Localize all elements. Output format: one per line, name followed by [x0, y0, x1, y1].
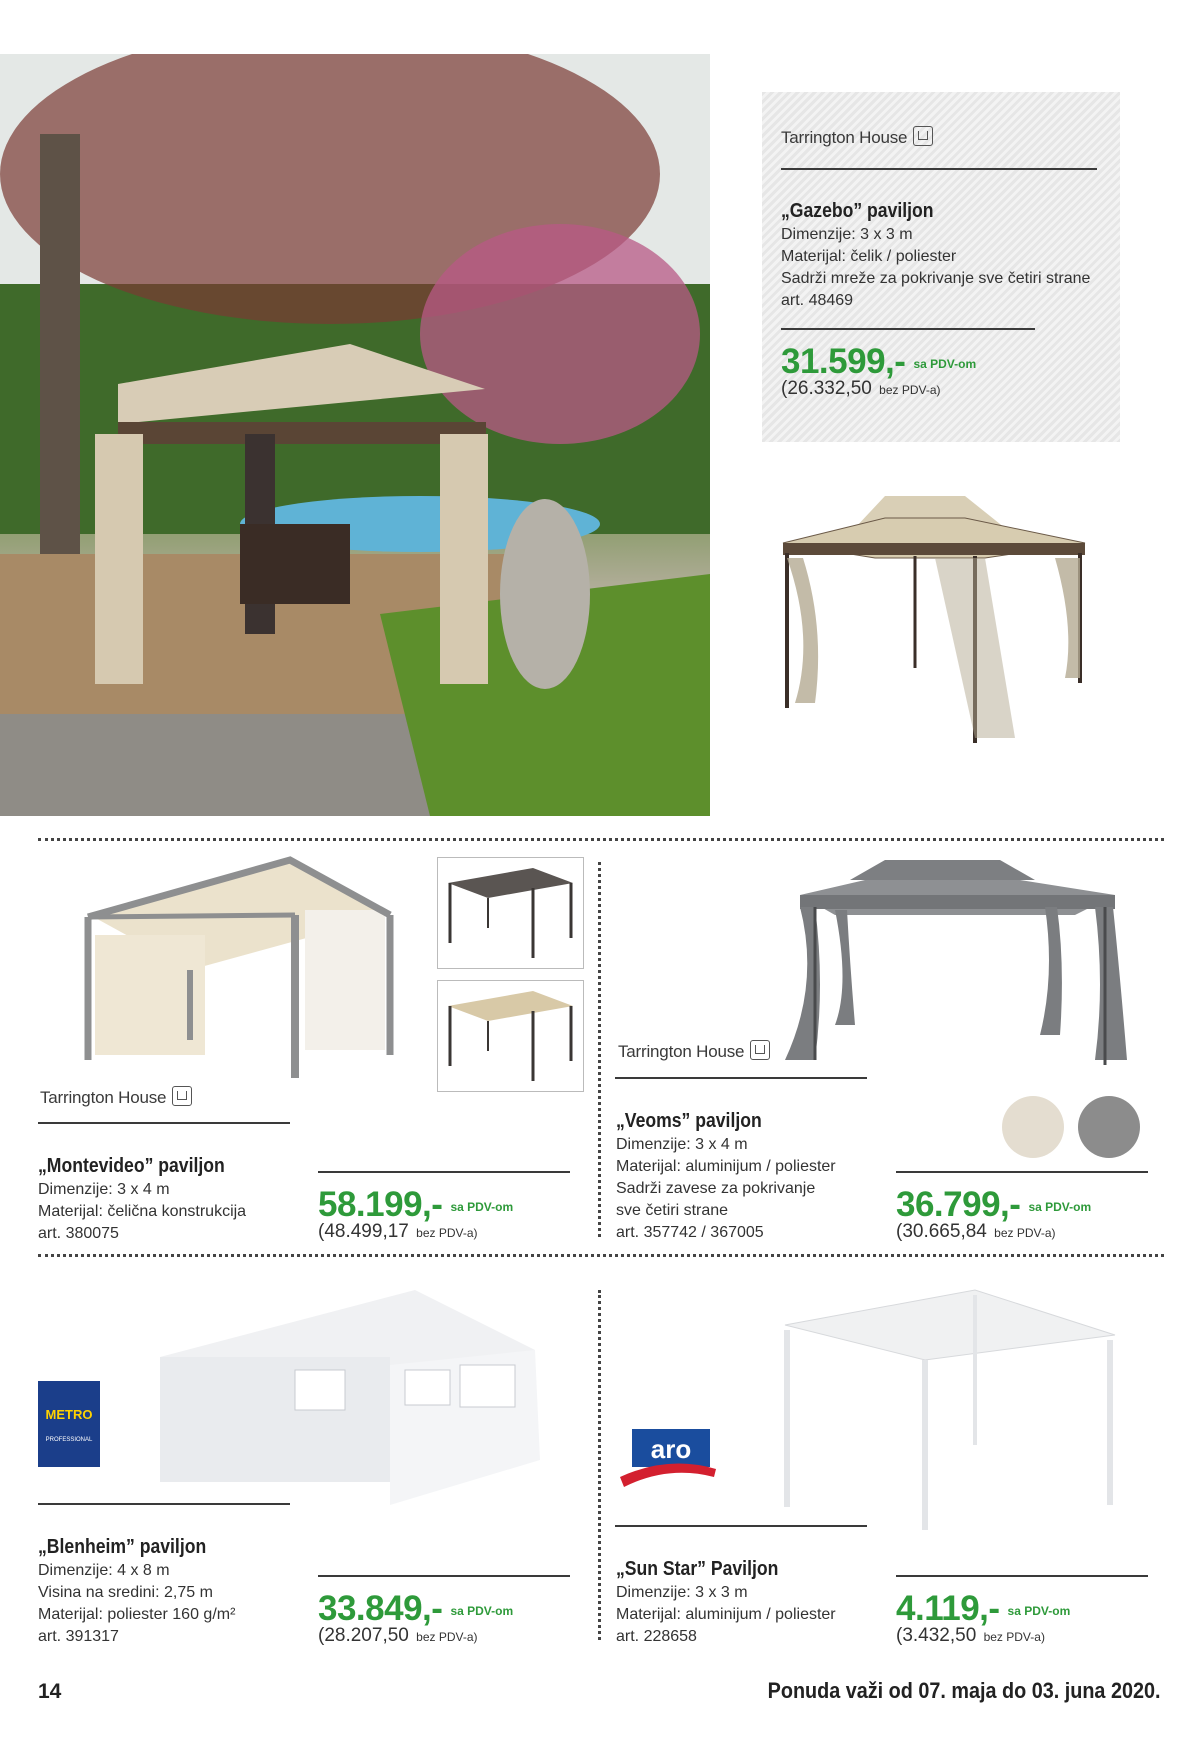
- gazebo-brand-text: Tarrington House: [781, 128, 908, 147]
- blenheim-spec: Materijal: poliester 160 g/m²: [38, 1606, 236, 1623]
- gazebo-spec: art. 48469: [781, 292, 854, 309]
- blenheim-rule: [38, 1503, 290, 1505]
- color-swatch-grey[interactable]: [1078, 1096, 1140, 1158]
- veoms-price-tag: sa PDV-om: [1028, 1199, 1092, 1214]
- gazebo-name: „Gazebo” paviljon: [781, 200, 934, 222]
- sunstar-spec: art. 228658: [616, 1628, 697, 1645]
- aro-logo-text: aro: [650, 1434, 692, 1464]
- sunstar-net-tag: bez PDV-a): [983, 1630, 1045, 1644]
- blenheim-product-image: [155, 1285, 545, 1510]
- veoms-product-image: [775, 855, 1135, 1070]
- montevideo-price-tag: sa PDV-om: [450, 1199, 514, 1214]
- blenheim-spec: art. 391317: [38, 1628, 119, 1645]
- veoms-net-price: [896, 1221, 1056, 1243]
- montevideo-price-rule: [318, 1171, 570, 1173]
- blenheim-spec: Dimenzije: 4 x 8 m: [38, 1562, 170, 1579]
- separator-dotted-vertical: [598, 1290, 601, 1640]
- veoms-spec: art. 357742 / 367005: [616, 1224, 764, 1241]
- veoms-brand: [618, 1040, 770, 1062]
- hero-photo: [0, 54, 710, 816]
- veoms-price-rule: [896, 1171, 1148, 1173]
- page-number: 14: [38, 1680, 62, 1703]
- house-icon: [750, 1040, 770, 1060]
- montevideo-brand: [40, 1086, 192, 1108]
- house-icon: [913, 126, 933, 146]
- montevideo-spec: art. 380075: [38, 1225, 119, 1242]
- blenheim-price-value: 33.849,-: [318, 1589, 443, 1628]
- blenheim-price-rule: [318, 1575, 570, 1577]
- veoms-price: [896, 1185, 1091, 1225]
- gazebo-specs: [781, 224, 1090, 312]
- sunstar-spec: Dimenzije: 3 x 3 m: [616, 1584, 748, 1601]
- veoms-spec: Materijal: aluminijum / poliester: [616, 1158, 836, 1175]
- sunstar-specs: [616, 1582, 836, 1648]
- sunstar-price: [896, 1589, 1070, 1629]
- separator-dotted-vertical: [598, 862, 601, 1237]
- gazebo-product-image: [775, 488, 1095, 748]
- montevideo-price: [318, 1185, 513, 1225]
- gazebo-spec: Dimenzije: 3 x 3 m: [781, 226, 913, 243]
- blenheim-specs: [38, 1560, 235, 1648]
- house-icon: [172, 1086, 192, 1106]
- gazebo-net-value: (26.332,50: [781, 378, 872, 399]
- montevideo-thumb-2-image: [438, 981, 583, 1091]
- blenheim-net-value: (28.207,50: [318, 1625, 409, 1646]
- gazebo-price: [781, 342, 976, 382]
- montevideo-name: „Montevideo” paviljon: [38, 1155, 225, 1177]
- montevideo-thumb-1: [437, 857, 584, 969]
- montevideo-net-value: (48.499,17: [318, 1221, 409, 1242]
- sunstar-price-rule: [896, 1575, 1148, 1577]
- gazebo-rule-top: [781, 168, 1097, 170]
- offer-validity: Ponuda važi od 07. maja do 03. juna 2020.: [767, 1678, 1160, 1703]
- gazebo-net-price: [781, 378, 941, 400]
- sunstar-rule: [615, 1525, 867, 1527]
- metro-logo-text: METRO: [45, 1407, 93, 1422]
- veoms-spec: sve četiri strane: [616, 1202, 729, 1219]
- veoms-name: „Veoms” paviljon: [616, 1110, 762, 1132]
- montevideo-specs: [38, 1179, 246, 1245]
- sunstar-name: „Sun Star” Paviljon: [616, 1558, 779, 1580]
- blenheim-spec: Visina na sredini: 2,75 m: [38, 1584, 213, 1601]
- aro-logo: [618, 1427, 718, 1491]
- hero-garden-illustration: [0, 54, 710, 816]
- montevideo-spec: Dimenzije: 3 x 4 m: [38, 1181, 170, 1198]
- blenheim-name: „Blenheim” paviljon: [38, 1536, 207, 1558]
- sunstar-net-value: (3.432,50: [896, 1625, 977, 1646]
- gazebo-price-value: 31.599,-: [781, 342, 906, 381]
- veoms-net-value: (30.665,84: [896, 1221, 987, 1242]
- montevideo-rule: [38, 1122, 290, 1124]
- blenheim-price-tag: sa PDV-om: [450, 1603, 514, 1618]
- sunstar-net-price: [896, 1625, 1045, 1647]
- gazebo-net-tag: bez PDV-a): [879, 383, 941, 397]
- sunstar-product-image: [775, 1285, 1120, 1535]
- separator-dotted: [38, 1254, 1164, 1257]
- montevideo-spec: Materijal: čelična konstrukcija: [38, 1203, 247, 1220]
- color-swatch-beige[interactable]: [1002, 1096, 1064, 1158]
- veoms-spec: Dimenzije: 3 x 4 m: [616, 1136, 748, 1153]
- gazebo-rule-bottom: [781, 328, 1035, 330]
- sunstar-spec: Materijal: aluminijum / poliester: [616, 1606, 836, 1623]
- sunstar-price-tag: sa PDV-om: [1007, 1603, 1071, 1618]
- blenheim-net-price: [318, 1625, 478, 1647]
- metro-logo-subtext: PROFESSIONAL: [45, 1437, 93, 1443]
- metro-professional-logo: [38, 1381, 100, 1467]
- sunstar-price-value: 4.119,-: [896, 1589, 1000, 1628]
- gazebo-brand: [781, 126, 933, 148]
- gazebo-spec: Sadrži mreže za pokrivanje sve četiri strane: [781, 270, 1091, 287]
- veoms-brand-text: Tarrington House: [618, 1042, 745, 1061]
- gazebo-price-tag: sa PDV-om: [913, 356, 977, 371]
- montevideo-brand-text: Tarrington House: [40, 1088, 167, 1107]
- veoms-specs: [616, 1134, 836, 1244]
- montevideo-net-tag: bez PDV-a): [416, 1226, 478, 1240]
- montevideo-thumb-1-image: [438, 858, 583, 968]
- montevideo-product-image: [80, 855, 400, 1080]
- veoms-net-tag: bez PDV-a): [994, 1226, 1056, 1240]
- montevideo-price-value: 58.199,-: [318, 1185, 443, 1224]
- montevideo-thumb-2: [437, 980, 584, 1092]
- separator-dotted: [38, 838, 1164, 841]
- veoms-spec: Sadrži zavese za pokrivanje: [616, 1180, 816, 1197]
- veoms-price-value: 36.799,-: [896, 1185, 1021, 1224]
- veoms-rule: [615, 1077, 867, 1079]
- montevideo-net-price: [318, 1221, 478, 1243]
- gazebo-spec: Materijal: čelik / poliester: [781, 248, 957, 265]
- blenheim-price: [318, 1589, 513, 1629]
- blenheim-net-tag: bez PDV-a): [416, 1630, 478, 1644]
